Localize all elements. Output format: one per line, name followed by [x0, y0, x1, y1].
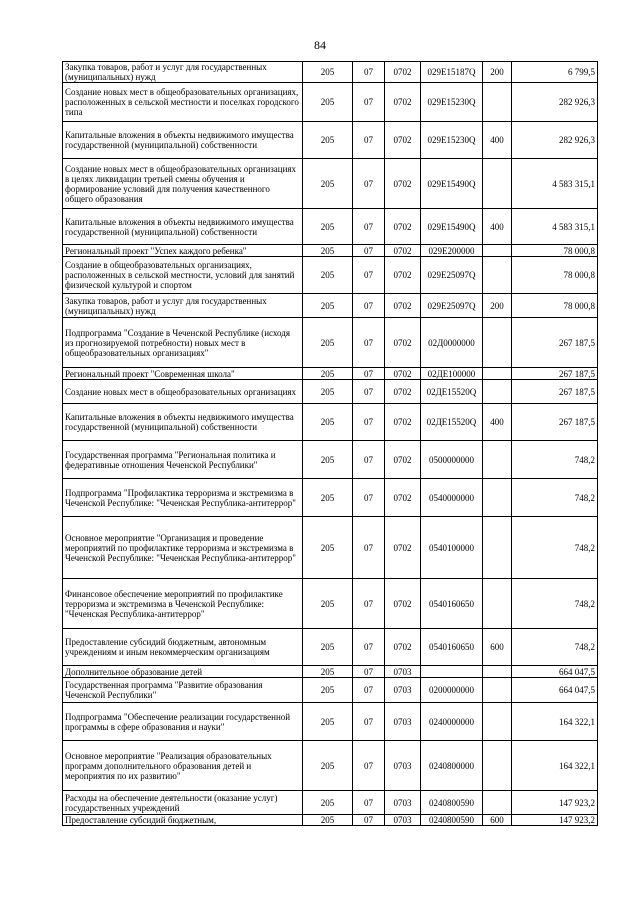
table-row [63, 479, 598, 517]
row-rz-cell: 07 [353, 579, 385, 629]
row-amount-cell: 282 926,3 [512, 83, 598, 122]
table-row [63, 517, 598, 579]
row-vr-cell [483, 318, 512, 368]
row-name-cell: Подпрограмма "Создание в Чеченской Республике (исходя из прогнозируемой потребности) новых мест в общеобразовательных организациях" [63, 318, 303, 368]
row-rz-cell: 07 [353, 441, 385, 479]
row-name-cell: Закупка товаров, работ и услуг для государственных (муниципальных) нужд [63, 62, 303, 83]
row-gr-cell: 205 [303, 257, 353, 294]
row-rz-cell: 07 [353, 815, 385, 826]
row-gr-cell: 205 [303, 83, 353, 122]
row-csr-cell: 0200000000 [421, 678, 483, 703]
table-row [63, 404, 598, 441]
table-row [63, 122, 598, 159]
row-name-cell: Капитальные вложения в объекты недвижимого имущества государственной (муниципальной) собственности [63, 122, 303, 159]
row-csr-cell: 02ДЕ15520Q [421, 404, 483, 441]
row-name-cell: Дополнительное образование детей [63, 666, 303, 678]
row-gr-cell: 205 [303, 791, 353, 815]
row-gr-cell: 205 [303, 741, 353, 791]
row-gr-cell: 205 [303, 318, 353, 368]
table-row [63, 159, 598, 209]
row-pr-cell: 0702 [385, 517, 421, 579]
row-vr-cell: 600 [483, 815, 512, 826]
row-pr-cell: 0703 [385, 815, 421, 826]
table-row [63, 83, 598, 122]
row-vr-cell [483, 368, 512, 380]
row-pr-cell: 0702 [385, 441, 421, 479]
row-amount-cell: 664 047,5 [512, 678, 598, 703]
row-vr-cell [483, 666, 512, 678]
row-vr-cell [483, 703, 512, 741]
row-rz-cell: 07 [353, 741, 385, 791]
row-amount-cell: 6 799,5 [512, 62, 598, 83]
table-row [63, 380, 598, 404]
row-csr-cell: 0500000000 [421, 441, 483, 479]
row-name-cell: Государственная программа "Региональная политика и федеративные отношения Чеченской Республики" [63, 441, 303, 479]
row-rz-cell: 07 [353, 122, 385, 159]
row-name-cell: Создание новых мест в общеобразовательных организациях [63, 380, 303, 404]
row-vr-cell [483, 257, 512, 294]
row-rz-cell: 07 [353, 380, 385, 404]
row-name-cell: Предоставление субсидий бюджетным, [63, 815, 303, 826]
row-name-cell: Подпрограмма "Обеспечение реализации государственной программы в сфере образования и науки" [63, 703, 303, 741]
row-pr-cell: 0702 [385, 579, 421, 629]
row-amount-cell: 267 187,5 [512, 368, 598, 380]
row-rz-cell: 07 [353, 245, 385, 257]
row-pr-cell: 0702 [385, 245, 421, 257]
row-rz-cell: 07 [353, 791, 385, 815]
row-pr-cell: 0702 [385, 209, 421, 245]
table-row [63, 441, 598, 479]
row-csr-cell: 029E200000 [421, 245, 483, 257]
row-name-cell: Предоставление субсидий бюджетным, автономным учреждениям и иным некоммерческим организациям [63, 629, 303, 666]
row-csr-cell: 02Д0000000 [421, 318, 483, 368]
row-amount-cell: 748,2 [512, 517, 598, 579]
table-row [63, 257, 598, 294]
row-pr-cell: 0702 [385, 380, 421, 404]
row-gr-cell: 205 [303, 245, 353, 257]
row-csr-cell: 029E15490Q [421, 159, 483, 209]
row-pr-cell: 0702 [385, 122, 421, 159]
table-row [63, 318, 598, 368]
budget-table-body [63, 62, 598, 826]
row-name-cell: Подпрограмма "Профилактика терроризма и экстремизма в Чеченской Республике: "Чеченская Республика-антитеррор" [63, 479, 303, 517]
row-name-cell: Создание новых мест в общеобразовательных организациях, расположенных в сельской местности и поселках городского типа [63, 83, 303, 122]
row-pr-cell: 0703 [385, 666, 421, 678]
row-vr-cell [483, 517, 512, 579]
row-vr-cell: 200 [483, 294, 512, 318]
row-vr-cell [483, 579, 512, 629]
row-csr-cell: 0540100000 [421, 517, 483, 579]
row-rz-cell: 07 [353, 62, 385, 83]
row-name-cell: Закупка товаров, работ и услуг для государственных (муниципальных) нужд [63, 294, 303, 318]
row-amount-cell: 147 923,2 [512, 815, 598, 826]
row-amount-cell: 78 000,8 [512, 294, 598, 318]
table-row [63, 666, 598, 678]
row-gr-cell: 205 [303, 159, 353, 209]
row-amount-cell: 267 187,5 [512, 318, 598, 368]
row-name-cell: Региональный проект "Современная школа" [63, 368, 303, 380]
row-amount-cell: 267 187,5 [512, 404, 598, 441]
row-pr-cell: 0703 [385, 703, 421, 741]
row-amount-cell: 282 926,3 [512, 122, 598, 159]
row-vr-cell [483, 245, 512, 257]
table-row [63, 368, 598, 380]
row-gr-cell: 205 [303, 441, 353, 479]
row-name-cell: Капитальные вложения в объекты недвижимого имущества государственной (муниципальной) собственности [63, 404, 303, 441]
row-vr-cell [483, 741, 512, 791]
table-row [63, 741, 598, 791]
row-pr-cell: 0703 [385, 678, 421, 703]
row-csr-cell: 0540160650 [421, 629, 483, 666]
row-name-cell: Государственная программа "Развитие образования Чеченской Республики" [63, 678, 303, 703]
row-pr-cell: 0702 [385, 257, 421, 294]
row-vr-cell: 400 [483, 122, 512, 159]
row-pr-cell: 0702 [385, 629, 421, 666]
row-csr-cell: 029E15230Q [421, 122, 483, 159]
row-gr-cell: 205 [303, 579, 353, 629]
row-gr-cell: 205 [303, 122, 353, 159]
table-row [63, 703, 598, 741]
row-rz-cell: 07 [353, 517, 385, 579]
row-pr-cell: 0702 [385, 159, 421, 209]
row-amount-cell: 78 000,8 [512, 257, 598, 294]
table-row [63, 791, 598, 815]
row-rz-cell: 07 [353, 678, 385, 703]
row-pr-cell: 0702 [385, 294, 421, 318]
row-csr-cell: 029E15187Q [421, 62, 483, 83]
page-number: 84 [314, 38, 326, 52]
row-pr-cell: 0703 [385, 741, 421, 791]
row-gr-cell: 205 [303, 629, 353, 666]
row-amount-cell: 267 187,5 [512, 380, 598, 404]
row-csr-cell: 029E15230Q [421, 83, 483, 122]
row-rz-cell: 07 [353, 479, 385, 517]
row-vr-cell: 600 [483, 629, 512, 666]
row-gr-cell: 205 [303, 404, 353, 441]
row-rz-cell: 07 [353, 629, 385, 666]
row-csr-cell: 029E25097Q [421, 294, 483, 318]
row-gr-cell: 205 [303, 479, 353, 517]
row-name-cell: Создание в общеобразовательных организациях, расположенных в сельской местности, условий для занятий физической культурой и спортом [63, 257, 303, 294]
row-name-cell: Основное мероприятие "Организация и проведение мероприятий по профилактике терроризма и экстремизма в Чеченской Республике: "Чеченская Республика-антитеррор" [63, 517, 303, 579]
row-rz-cell: 07 [353, 404, 385, 441]
row-rz-cell: 07 [353, 368, 385, 380]
row-csr-cell: 0240000000 [421, 703, 483, 741]
row-gr-cell: 205 [303, 209, 353, 245]
row-gr-cell: 205 [303, 703, 353, 741]
row-gr-cell: 205 [303, 517, 353, 579]
row-rz-cell: 07 [353, 257, 385, 294]
row-amount-cell: 164 322,1 [512, 703, 598, 741]
table-row [63, 629, 598, 666]
row-pr-cell: 0703 [385, 791, 421, 815]
row-rz-cell: 07 [353, 318, 385, 368]
row-rz-cell: 07 [353, 666, 385, 678]
table-row [63, 209, 598, 245]
row-amount-cell: 164 322,1 [512, 741, 598, 791]
row-csr-cell: 0540000000 [421, 479, 483, 517]
table-row [63, 815, 598, 826]
row-name-cell: Расходы на обеспечение деятельности (оказание услуг) государственных учреждений [63, 791, 303, 815]
row-gr-cell: 205 [303, 380, 353, 404]
row-rz-cell: 07 [353, 209, 385, 245]
row-vr-cell [483, 159, 512, 209]
budget-table [62, 61, 598, 826]
row-amount-cell: 748,2 [512, 479, 598, 517]
table-row [63, 62, 598, 83]
row-csr-cell: 029E25097Q [421, 257, 483, 294]
row-rz-cell: 07 [353, 83, 385, 122]
row-csr-cell: 0240800590 [421, 815, 483, 826]
row-rz-cell: 07 [353, 294, 385, 318]
row-pr-cell: 0702 [385, 479, 421, 517]
row-rz-cell: 07 [353, 703, 385, 741]
row-gr-cell: 205 [303, 62, 353, 83]
row-vr-cell [483, 83, 512, 122]
row-amount-cell: 748,2 [512, 629, 598, 666]
row-csr-cell: 0540160650 [421, 579, 483, 629]
row-csr-cell: 0240800590 [421, 791, 483, 815]
row-vr-cell [483, 791, 512, 815]
row-csr-cell: 029E15490Q [421, 209, 483, 245]
row-pr-cell: 0702 [385, 404, 421, 441]
row-pr-cell: 0702 [385, 368, 421, 380]
row-csr-cell [421, 666, 483, 678]
row-vr-cell: 400 [483, 404, 512, 441]
row-csr-cell: 02ДЕ15520Q [421, 380, 483, 404]
row-rz-cell: 07 [353, 159, 385, 209]
row-pr-cell: 0702 [385, 83, 421, 122]
table-row [63, 678, 598, 703]
table-row [63, 294, 598, 318]
row-amount-cell: 78 000,8 [512, 245, 598, 257]
row-name-cell: Финансовое обеспечение мероприятий по профилактике терроризма и экстремизма в Чеченской Республике: "Чеченская Республика-антитеррор" [63, 579, 303, 629]
row-vr-cell [483, 380, 512, 404]
table-row [63, 245, 598, 257]
table-row [63, 579, 598, 629]
row-csr-cell: 0240800000 [421, 741, 483, 791]
row-name-cell: Капитальные вложения в объекты недвижимого имущества государственной (муниципальной) собственности [63, 209, 303, 245]
row-gr-cell: 205 [303, 368, 353, 380]
row-name-cell: Основное мероприятие "Реализация образовательных программ дополнительного образования детей и мероприятия по их развитию" [63, 741, 303, 791]
row-gr-cell: 205 [303, 294, 353, 318]
row-csr-cell: 02ДЕ100000 [421, 368, 483, 380]
row-gr-cell: 205 [303, 666, 353, 678]
row-vr-cell [483, 678, 512, 703]
row-amount-cell: 4 583 315,1 [512, 159, 598, 209]
row-gr-cell: 205 [303, 815, 353, 826]
row-pr-cell: 0702 [385, 62, 421, 83]
row-amount-cell: 147 923,2 [512, 791, 598, 815]
row-name-cell: Региональный проект "Успех каждого ребенка" [63, 245, 303, 257]
row-vr-cell [483, 441, 512, 479]
row-vr-cell: 200 [483, 62, 512, 83]
row-amount-cell: 748,2 [512, 579, 598, 629]
row-amount-cell: 4 583 315,1 [512, 209, 598, 245]
row-vr-cell [483, 479, 512, 517]
row-amount-cell: 748,2 [512, 441, 598, 479]
row-vr-cell: 400 [483, 209, 512, 245]
row-gr-cell: 205 [303, 678, 353, 703]
row-pr-cell: 0702 [385, 318, 421, 368]
row-name-cell: Создание новых мест в общеобразовательных организациях в целях ликвидации третьей смены обучения и формирование условий для получения качественного общего образования [63, 159, 303, 209]
row-amount-cell: 664 047,5 [512, 666, 598, 678]
